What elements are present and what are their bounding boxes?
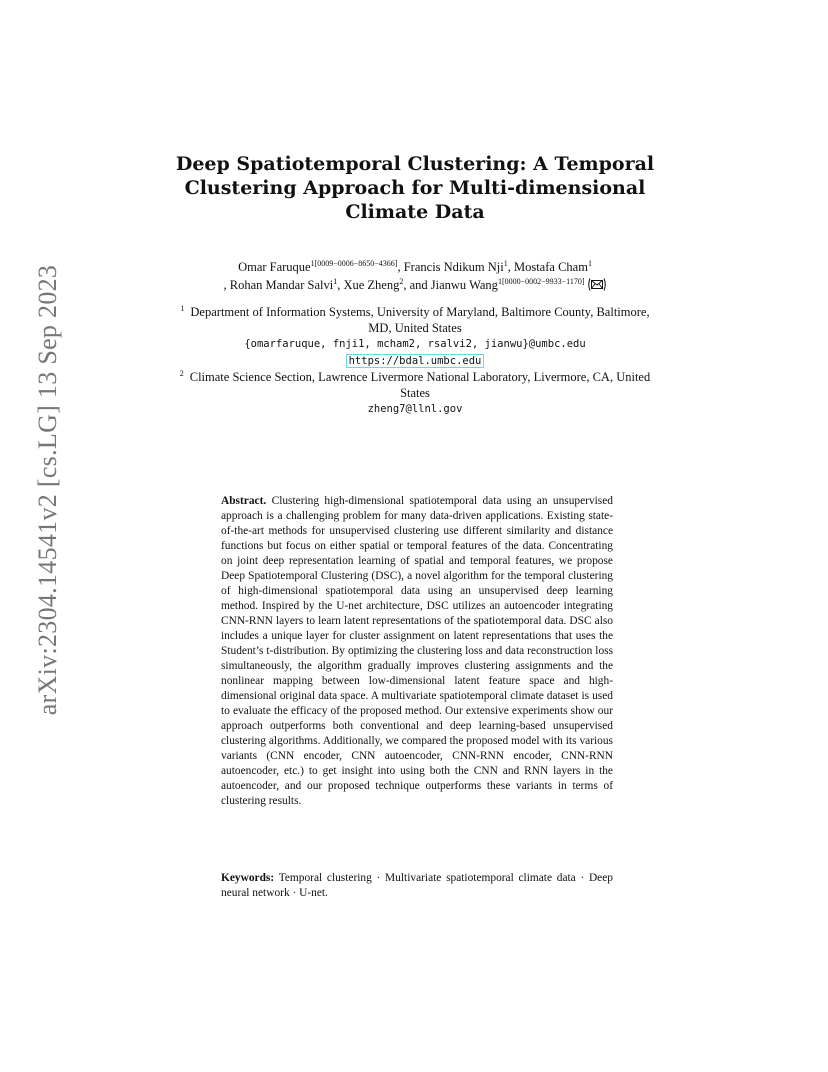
affiliation-1: [170, 304, 660, 336]
affiliation-number: 1: [180, 303, 185, 313]
author-affiliation-mark: 1: [503, 258, 508, 268]
author-name: Omar Faruque: [238, 260, 311, 274]
envelope-icon[interactable]: [587, 278, 607, 296]
abstract: [221, 494, 613, 809]
paper-title: Deep Spatiotemporal Clustering: A Temporal Clustering Approach for Multi-dimensional Climate Data: [175, 153, 655, 223]
keywords: [221, 871, 613, 901]
author-name: , and Jianwu Wang: [403, 278, 498, 292]
abstract-text: Clustering high-dimensional spatiotemporal data using an unsupervised approach is a challenging problem for many data-driven applications. Existing state-of-the-art methods for unsupervised clustering use different similarity and distance functions but focus on either spatial or temporal features of the data. Concentrating on joint deep representation learning of spatial and temporal features, we propose Deep Spatiotemporal Clustering (DSC), a novel algorithm for the temporal clustering of high-dimensional spatiotemporal data using an unsupervised deep learning method. Inspired by the U-net architecture, DSC utilizes an autoencoder integrating CNN-RNN layers to learn latent representations of the spatiotemporal data. DSC also includes a unique layer for cluster assignment on latent representations that uses the Student’s t-distribution. By optimizing the clustering loss and data reconstruction loss simultaneously, the algorithm gradually improves clustering assignments and the nonlinear mapping between low-dimensional latent feature space and high-dimensional original data space. A multivariate spatiotemporal climate dataset is used to evaluate the efficacy of the proposed method. Our extensive experiments show our approach outperforms both conventional and deep learning-based unsupervised clustering algorithms. Additionally, we compared the proposed model with its various variants (CNN encoder, CNN autoencoder, CNN-RNN encoder, CNN-RNN autoencoder, etc.) to get insight into using both the CNN and RNN layers in the autoencoder, and our proposed technique outperforms these variants in terms of clustering results.: [221, 495, 613, 807]
author-affiliation-mark: 1: [333, 276, 338, 286]
affiliation-text: Department of Information Systems, University of Maryland, Baltimore County, Baltimore, MD, United States: [190, 305, 650, 335]
author-name: , Xue Zheng: [337, 278, 400, 292]
lab-url-link[interactable]: https://bdal.umbc.edu: [346, 354, 485, 368]
arxiv-identifier-text: arXiv:2304.14541v2 [cs.LG] 13 Sep 2023: [33, 264, 62, 716]
author-affiliation-mark: 1: [587, 258, 592, 268]
affiliation-number: 2: [179, 368, 184, 378]
keywords-text: Temporal clustering · Multivariate spatiotemporal climate data · Deep neural network · U-net.: [221, 872, 613, 899]
author-list: [150, 258, 680, 296]
author-orcid: 1[0009−0006−8650−4366]: [310, 258, 398, 268]
abstract-label: Abstract.: [221, 495, 267, 507]
arxiv-identifier: [33, 264, 62, 716]
author-name: , Rohan Mandar Salvi: [223, 278, 334, 292]
author-name: , Mostafa Cham: [507, 260, 588, 274]
author-orcid: 1[0000−0002−9933−1170]: [497, 276, 585, 286]
affiliation-text: Climate Science Section, Lawrence Livermore National Laboratory, Livermore, CA, United States: [189, 370, 651, 400]
author-affiliation-mark: 2: [399, 276, 404, 286]
affiliation-1-emails: {omarfaruque, fnji1, mcham2, rsalvi2, jianwu}@umbc.edu: [244, 338, 586, 350]
author-name: , Francis Ndikum Nji: [397, 260, 504, 274]
affiliations: [170, 304, 660, 417]
affiliation-2: [170, 369, 660, 401]
affiliation-2-email: zheng7@llnl.gov: [367, 403, 463, 415]
keywords-label: Keywords:: [221, 872, 275, 884]
